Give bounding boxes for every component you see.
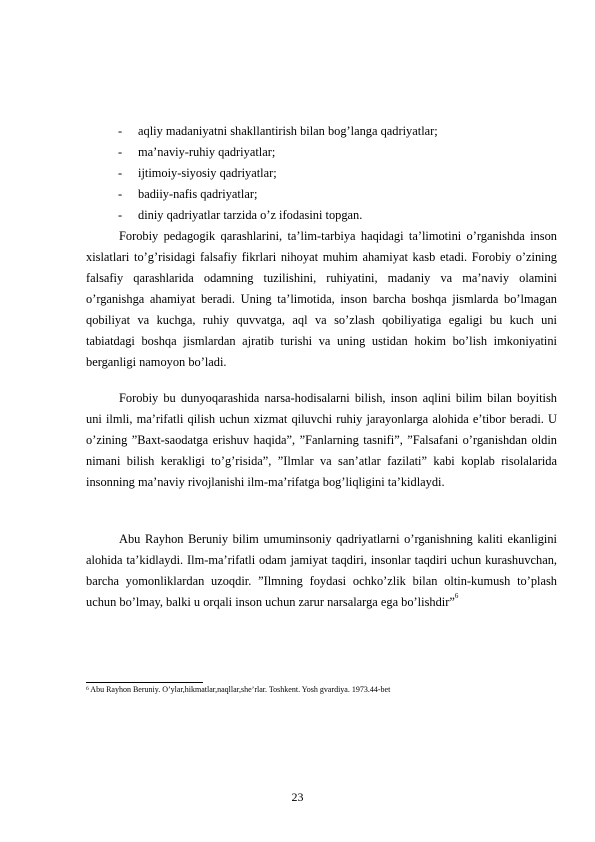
bullet-marker: - [118, 124, 123, 138]
footnote [86, 684, 566, 695]
bullet-marker: - [118, 187, 123, 201]
list-item [118, 205, 558, 226]
list-item-text: diniy qadriyatlar tarzida o’z ifodasini topgan. [138, 208, 363, 222]
page-number: 23 [291, 790, 304, 804]
bullet-marker: - [118, 166, 123, 180]
list-item [118, 163, 558, 184]
footnote-reference[interactable]: 6 [454, 592, 459, 600]
list-item [118, 184, 558, 205]
bullet-marker: - [118, 208, 123, 222]
list-item [118, 121, 558, 142]
list-item-text: aqliy madaniyatni shakllantirish bilan bog’langa qadriyatlar; [138, 124, 438, 138]
list-item-text: badiiy-nafis qadriyatlar; [138, 187, 258, 201]
list-item-text: ijtimoiy-siyosiy qadriyatlar; [138, 166, 277, 180]
footnote-text: Abu Rayhon Beruniy. O’ylar,hikmatlar,naqllar,she’rlar. Toshkent. Yosh gvardiya. 1973.44-bet [88, 685, 391, 694]
list-item [118, 142, 558, 163]
footnote-marker: 6 [86, 686, 89, 692]
paragraph-forobiy-knowledge: Forobiy bu dunyoqarashida narsa-hodisalarni bilish, inson aqlini bilim bilan boyitish uni ilmli, ma’rifatli qilish uchun xizmat qiluvchi ruhiy jarayonlarga alohida e’tibor beradi. U o’zining ”Baxt-saodatga erishuv haqida”, ”Fanlarning tasnifi”, ”Falsafani o’rganishdan oldin nimani bilish kerakligi to’g’risida”, ”Ilmlar va san’atlar fazilati” kabi koplab risolalarida insonning ma’naviy rivojlanishi ilm-ma’rifatga bog’liqligini ta’kidlaydi. [86, 391, 557, 489]
paragraph-beruniy-text: Abu Rayhon Beruniy bilim umuminsoniy qadriyatlarni o’rganishning kaliti ekanligini alohida ta’kidlaydi. Ilm-ma’rifatli odam jamiyat taqdiri, insonlar taqdiri uchun kurashuvchan, barcha yomonliklardan uzoqdir. ”Ilmning foydasi ochko’zlik bilan oltin-kumush to’plash uchun bo’lmay, balki u orqali inson uchun zarur narsalarga ega bo’lishdir” [86, 532, 557, 609]
footnote-separator [86, 682, 203, 683]
paragraph-beruniy [86, 529, 557, 613]
paragraph-forobiy-philosophy: Forobiy pedagogik qarashlarini, ta’lim-tarbiya haqidagi ta’limotini o’rganishda inson xislatlari to’g’risidagi falsafiy fikrlari nihoyat muhim ahamiyat kasb etadi. Forobiy o’zining falsafiy qarashlarida odamning tuzilishini, ruhiyatini, madaniy va ma’naviy olamini o’rganishga ahamiyat beradi. Uning ta’limotida, inson barcha boshqa jismlarda bo’lmagan qobiliyat va kuchga, ruhiy quvvatga, aql va so’zlash qobiliyatiga egaligi bu kuch uni tabiatdagi boshqa jismlardan ajratib turishi va uning ustidan hokim bo’lish imkoniyatini berganligi namoyon bo’ladi. [86, 229, 557, 369]
bullet-marker: - [118, 145, 123, 159]
bullet-list [118, 121, 558, 226]
list-item-text: ma’naviy-ruhiy qadriyatlar; [138, 145, 276, 159]
